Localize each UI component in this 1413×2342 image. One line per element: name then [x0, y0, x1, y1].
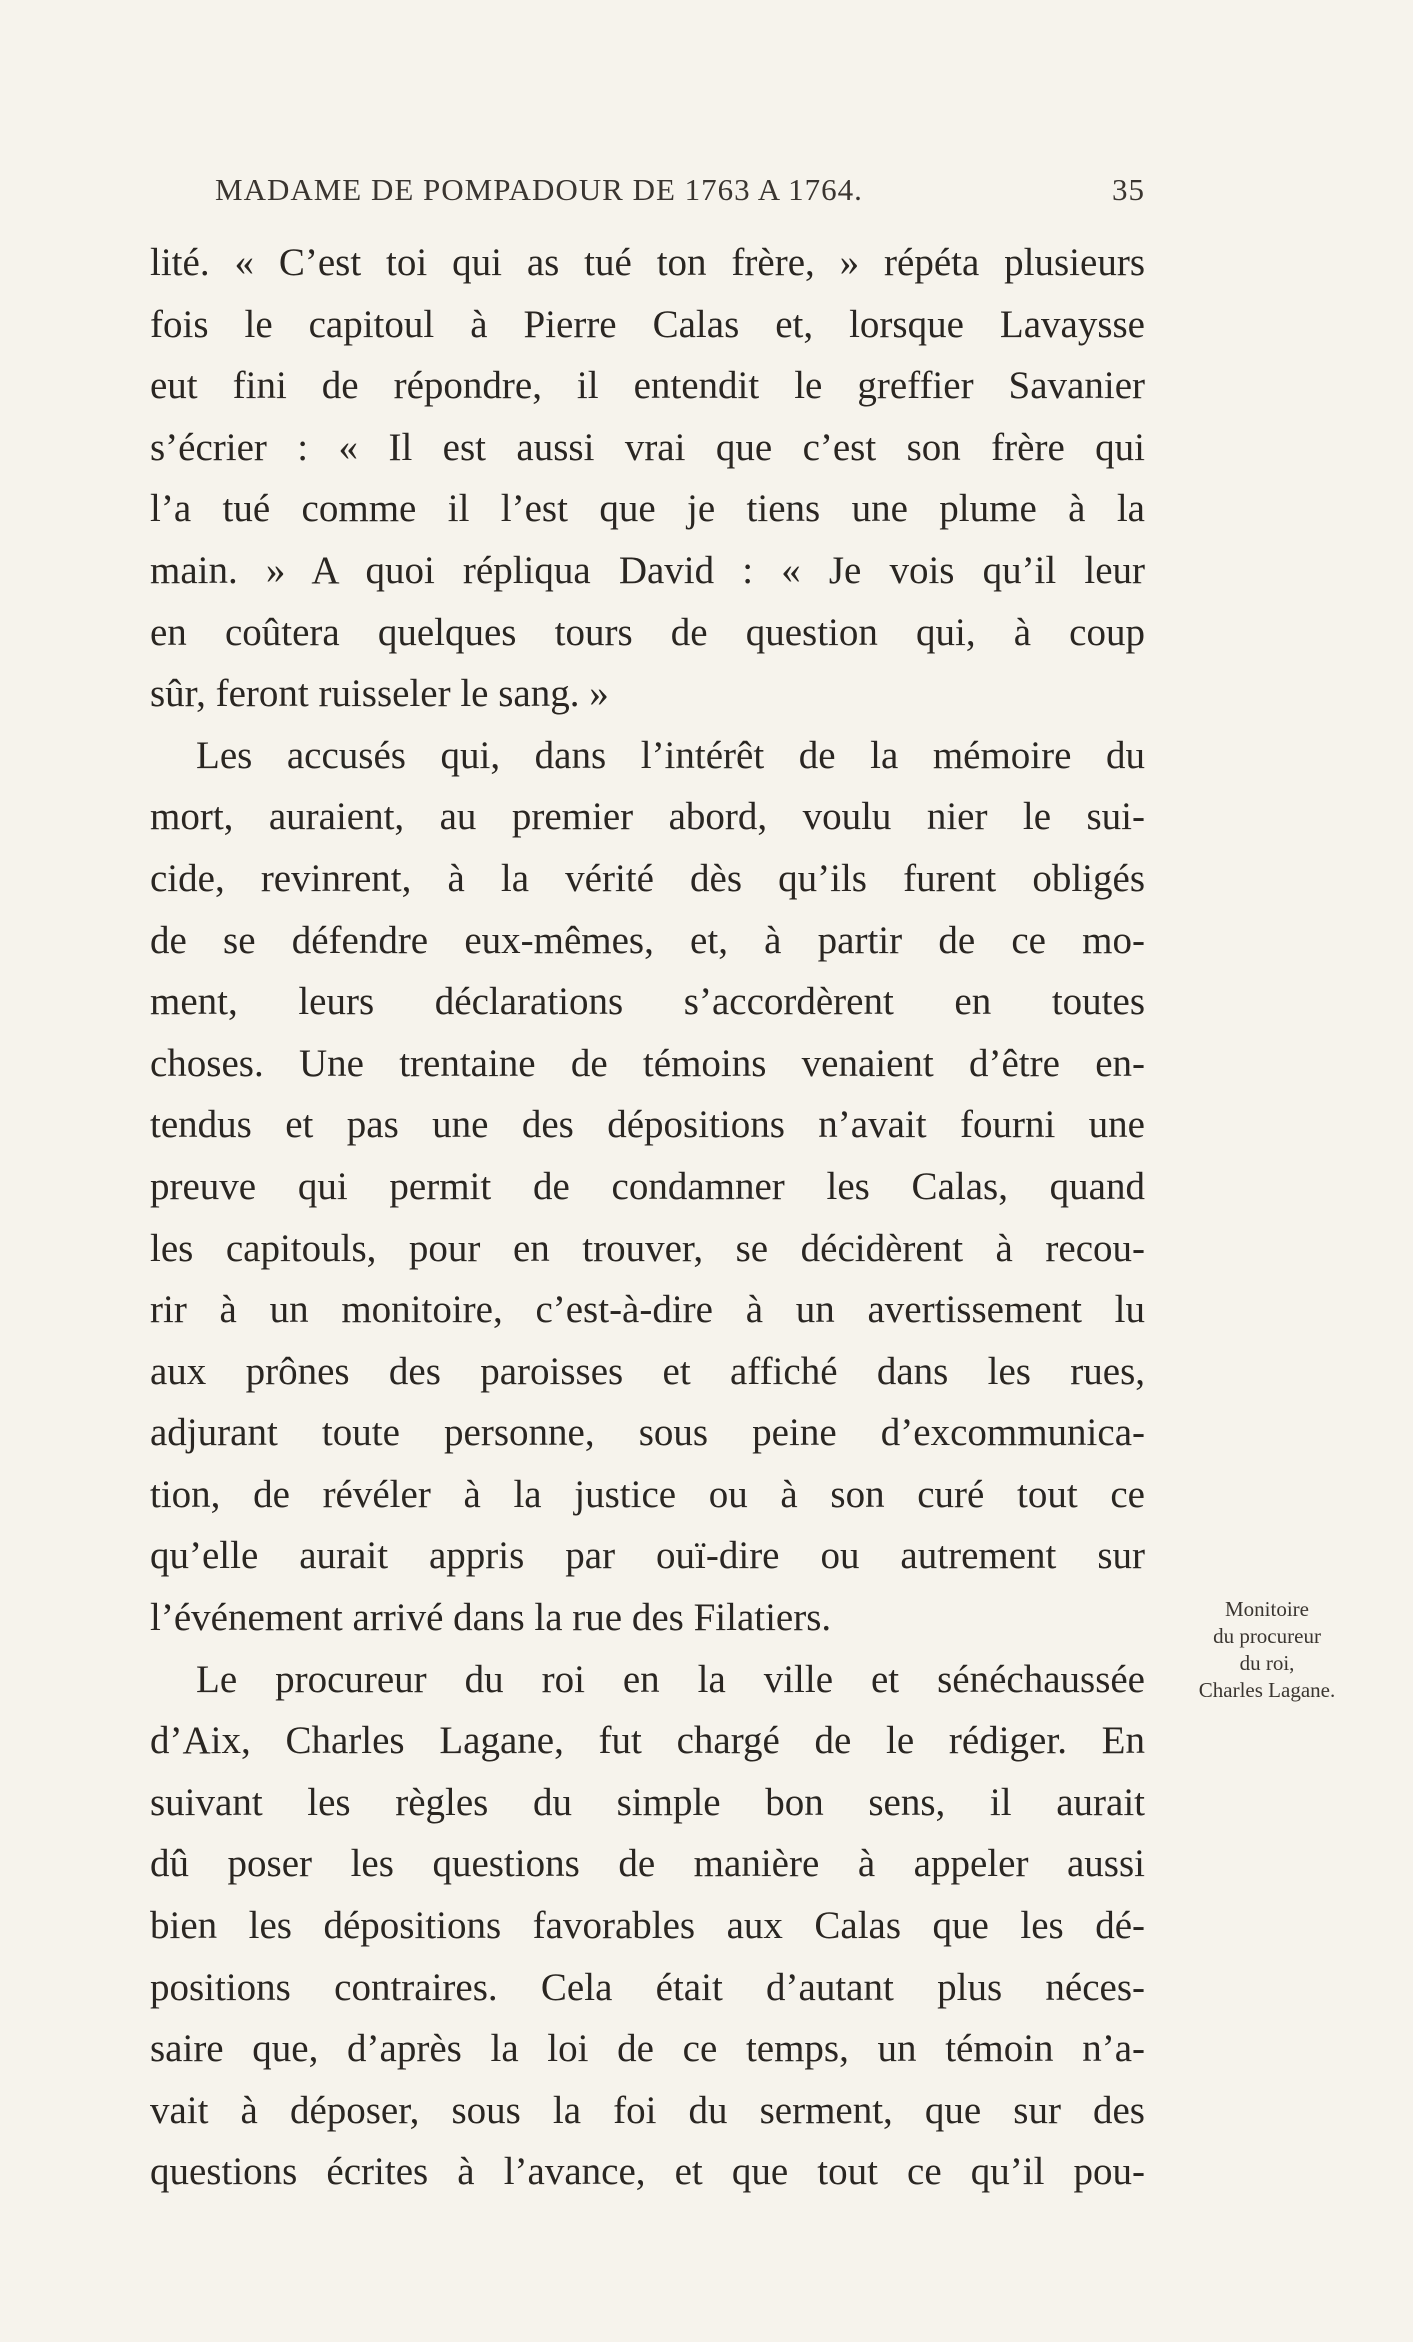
running-head: [215, 172, 1145, 212]
text-line: fois le capitoul à Pierre Calas et, lorsque Lavaysse: [150, 302, 1145, 346]
text-line: en coûtera quelques tours de question qui, à coup: [150, 610, 1145, 654]
text-line: vait à déposer, sous la foi du serment, que sur des: [150, 2088, 1145, 2132]
text-line: bien les dépositions favorables aux Calas que les dé-: [150, 1904, 1145, 1948]
text-line: Le procureur du roi en la ville et sénéchaussée: [196, 1657, 1145, 1701]
margin-note: [1162, 1596, 1372, 1704]
text-line: Les accusés qui, dans l’intérêt de la mémoire du: [196, 733, 1145, 777]
text-line: rir à un monitoire, c’est-à-dire à un avertissement lu: [150, 1288, 1145, 1332]
text-line: questions écrites à l’avance, et que tout ce qu’il pou-: [150, 2150, 1145, 2194]
text-line: mort, auraient, au premier abord, voulu nier le sui-: [150, 795, 1145, 839]
text-line: d’Aix, Charles Lagane, fut chargé de le rédiger. En: [150, 1719, 1145, 1763]
text-line: s’écrier : « Il est aussi vrai que c’est son frère qui: [150, 425, 1145, 469]
text-line: aux prônes des paroisses et affiché dans les rues,: [150, 1349, 1145, 1393]
text-line: positions contraires. Cela était d’autant plus néces-: [150, 1965, 1145, 2009]
text-line: adjurant toute personne, sous peine d’excommunica-: [150, 1411, 1145, 1455]
text-line: cide, revinrent, à la vérité dès qu’ils furent obligés: [150, 856, 1145, 900]
margin-note-line: du procureur: [1213, 1624, 1321, 1648]
text-line: main. » A quoi répliqua David : « Je vois qu’il leur: [150, 548, 1145, 592]
margin-note-line: Monitoire: [1225, 1597, 1309, 1621]
page-number: 35: [1112, 172, 1145, 207]
text-line: dû poser les questions de manière à appeler aussi: [150, 1842, 1145, 1886]
text-line: de se défendre eux-mêmes, et, à partir de ce mo-: [150, 918, 1145, 962]
text-line: tendus et pas une des dépositions n’avait fourni une: [150, 1103, 1145, 1147]
text-line: tion, de révéler à la justice ou à son curé tout ce: [150, 1472, 1145, 1516]
body-text: [150, 232, 1145, 2203]
text-line: sûr, feront ruisseler le sang. »: [150, 672, 609, 716]
text-line: qu’elle aurait appris par ouï-dire ou autrement sur: [150, 1534, 1145, 1578]
text-line: eut fini de répondre, il entendit le greffier Savanier: [150, 364, 1145, 408]
text-line: choses. Une trentaine de témoins venaient d’être en-: [150, 1041, 1145, 1085]
text-line: l’événement arrivé dans la rue des Filatiers.: [150, 1596, 832, 1640]
text-line: lité. « C’est toi qui as tué ton frère, » répéta plusieurs: [150, 241, 1145, 284]
text-line: les capitouls, pour en trouver, se décidèrent à recou-: [150, 1226, 1145, 1270]
text-line: suivant les règles du simple bon sens, il aurait: [150, 1780, 1145, 1824]
running-head-title: MADAME DE POMPADOUR DE 1763 A 1764.: [215, 172, 863, 207]
margin-note-line: du roi,: [1239, 1651, 1295, 1675]
margin-note-line: Charles Lagane.: [1198, 1678, 1336, 1702]
text-line: preuve qui permit de condamner les Calas, quand: [150, 1164, 1145, 1208]
text-line: saire que, d’après la loi de ce temps, un témoin n’a-: [150, 2027, 1145, 2071]
text-line: l’a tué comme il l’est que je tiens une plume à la: [150, 487, 1145, 531]
text-line: ment, leurs déclarations s’accordèrent en toutes: [150, 980, 1145, 1024]
